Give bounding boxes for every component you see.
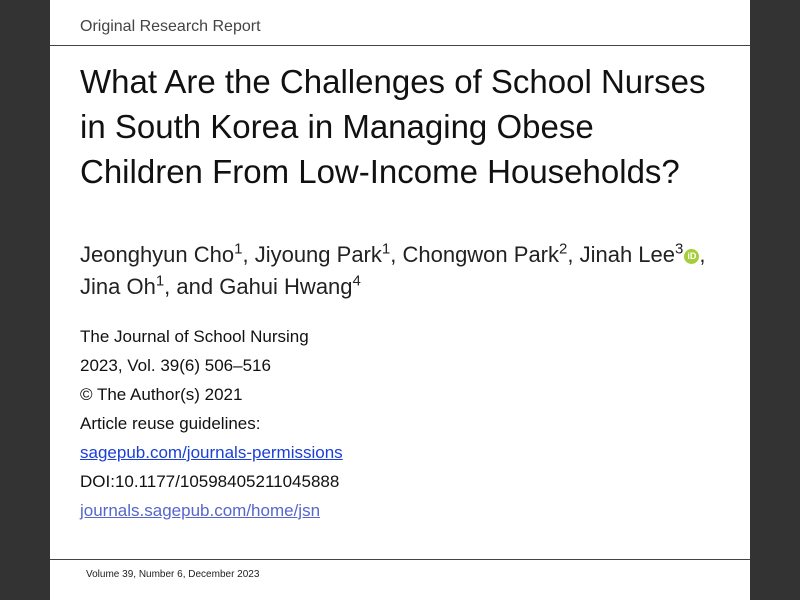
author-affiliation: 1 <box>155 272 165 290</box>
author-affiliation: 1 <box>381 240 391 258</box>
author-list <box>80 239 720 303</box>
author-name: Jiyoung Park <box>254 242 382 267</box>
journal-citation: 2023, Vol. 39(6) 506–516 <box>80 356 271 375</box>
author-separator: , and <box>164 274 220 299</box>
issue-footer: Volume 39, Number 6, December 2023 <box>86 569 260 580</box>
author-affiliation: 4 <box>352 272 361 290</box>
author-name: Jeonghyun Cho <box>80 242 235 267</box>
author-affiliation: 3 <box>675 240 684 258</box>
author-affiliation: 2 <box>559 240 568 258</box>
copyright-notice: © The Author(s) 2021 <box>80 385 243 404</box>
article-title: What Are the Challenges of School Nurses in South Korea in Managing Obese Children From Low-Income Households? <box>80 63 706 190</box>
author-name: Gahui Hwang <box>219 274 353 299</box>
report-type-label: Original Research Report <box>80 18 261 35</box>
journal-name: The Journal of School Nursing <box>80 327 309 346</box>
author-separator: , <box>242 242 255 267</box>
author-name: Chongwon Park <box>402 242 560 267</box>
author-name: Jina Oh <box>80 274 156 299</box>
header-divider <box>50 45 750 46</box>
author-affiliation: 1 <box>234 240 243 258</box>
doi: DOI:10.1177/10598405211045888 <box>80 472 340 491</box>
orcid-icon[interactable]: iD <box>684 249 699 264</box>
permissions-link[interactable]: sagepub.com/journals-permissions <box>80 443 343 462</box>
author-separator: , <box>567 242 580 267</box>
footer-divider <box>50 559 750 560</box>
reuse-label: Article reuse guidelines: <box>80 414 261 433</box>
journal-metadata <box>80 322 720 525</box>
article-page <box>50 0 750 600</box>
journal-home-link[interactable]: journals.sagepub.com/home/jsn <box>80 501 321 520</box>
author-separator: , <box>390 242 403 267</box>
author-separator: , <box>699 242 706 267</box>
author-name: Jinah Lee <box>579 242 676 267</box>
